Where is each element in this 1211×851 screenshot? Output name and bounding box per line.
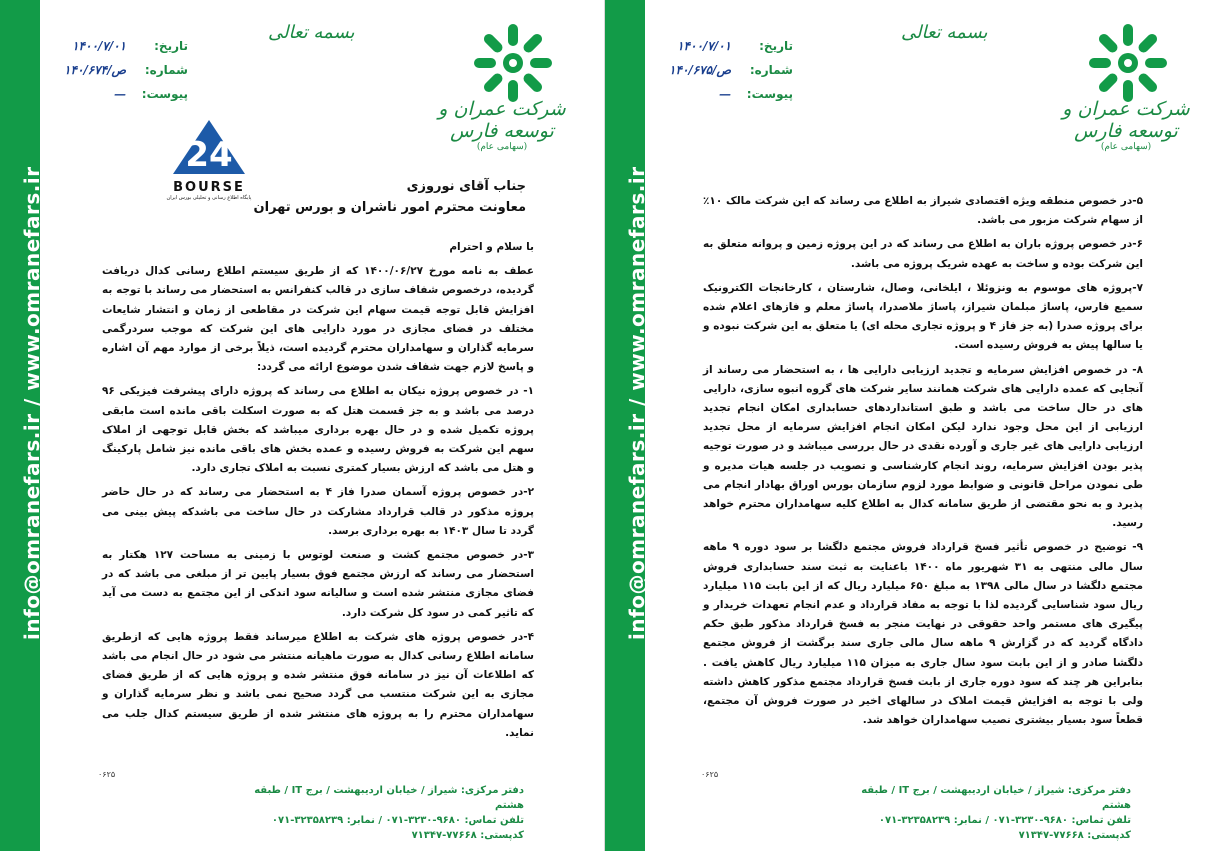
side-contact-strip [0, 0, 44, 851]
number-label: شماره: [749, 63, 793, 77]
side-contact-text: info@omranefars.ir / www.omranefars.ir [20, 166, 44, 640]
letter-meta [48, 34, 188, 106]
footer-line: کدپستی: ۷۷۶۶۸-۷۱۳۴۷ [1018, 830, 1131, 841]
bourse-word: BOURSE [173, 180, 245, 195]
paragraph: ۹- توضیح در خصوص تأثیر فسخ قرارداد فروش مجتمع دلگشا بر سود دوره ۹ ماهه سال مالی منتهی به ۳۱ شهریور ماه ۱۴۰۰ باعنایت به ثبت سند حسابداری فروش مجتمع دلگشا در سال مالی ۱۳۹۸ به مبلغ ۶۵۰ میلیارد ریال که از این بابت ۱۱۵ میلیارد ریال سود شناسایی گردیده لذا با توجه به مفاد قرارداد و عدم انجام تعهدات خریدار و پیگیری های مستمر واحد حقوقی در نهایت منجر به فسخ قرارداد مذکور طبق حکم دادگاه گردید که در گزارش ۹ ماهه سال مالی جاری سند برگشت از فروش مجتمع دلگشا صادر و از این بابت سود سال جاری به میزان ۱۱۵ میلیارد ریال کاهش یافت . بنابراین هر چند که سود دوره جاری از بابت فسخ قرارداد مجتمع مذکور کاهش داشته ولی با توجه به افزایش قیمت املاک در سالهای اخیر در صورت فروش آن مجتمع، قطعاً سود بسیار بیشتری نصیب سهامداران خواهد شد. [703, 541, 1144, 727]
paragraph: ۳-در خصوص مجتمع کشت و صنعت لوتوس با زمینی به مساحت ۱۲۷ هکتار به استحضار می رساند که ارزش مجتمع فوق بسیار پایین تر از مبلغی می باشد که در فضای مجازی منتشر شده است و سالیانه سود اندکی از این مجتمع به دست می آید که تاثیر کمی در سود کل شرکت دارد. [102, 549, 535, 619]
date-label: تاریخ: [154, 39, 188, 53]
bismillah: بسمه تعالی [901, 22, 988, 43]
attachment-label: پیوست: [746, 87, 793, 101]
number-value: ۱۴۰/ص/۶۷۵ [669, 63, 731, 77]
attachment-label: پیوست: [141, 87, 188, 101]
addressee-name: جناب آقای نوروزی [406, 179, 526, 194]
letter-page-1 [0, 0, 604, 851]
paragraph: ۷-پروژه های موسوم به ونزوئلا ، ایلخانی، وصال، شارستان ، کارخانجات الکترونیک سمیع فارس، پاساژ مبلمان شیراز، پاساژ ملاصدرا، پاساژ معلم و فازهای اعلام شده برای پروژه صدرا (به جز فاز ۴ و پروژه تجاری محله ای) یا متعلق به این شرکت نبوده و یا سالها پیش به فروش رسیده است. [703, 281, 1143, 352]
company-name [1051, 98, 1201, 152]
footer-line: تلفن تماس: ۹۶۸۰-۳۲۳۰-۰۷۱ / نمابر: ۳۲۳۵۸۲۳۹-۰۷۱ [878, 815, 1131, 826]
paragraph: عطف به نامه مورخ ۱۴۰۰/۰۶/۲۷ که از طریق سیستم اطلاع رسانی کدال دریافت گردیده، درخصوص شفاف سازی در قالب کنفرانس به استحضار می رساند با توجه به افزایش قابل توجه قیمت سهام این شرکت در مقاطعی از زمان و انتشار شایعات مختلف در فضای مجازی در مورد دارایی های این شرکت که موجب سردرگمی سرمایه گذاران و سهامداران محترم گردیده است، ذیلاً برخی از موارد مهم آن اشاره و پاسخ لازم جهت شفاف شدن موضوع ارائه می گردد: [102, 265, 534, 374]
side-contact-text: info@omranefars.ir / www.omranefars.ir [625, 166, 649, 640]
number-value: ۱۴۰/ص/۶۷۴ [64, 63, 126, 77]
paragraph: ۸- در خصوص افزایش سرمایه و تجدید ارزیابی دارایی ها ، به استحضار می رساند از آنجایی که عمده دارایی های شرکت همانند سایر شرکت های گروه انبوه سازی، دارایی های در حال ساخت می باشد و طبق استانداردهای حسابداری امکان انجام تجدید ارزیابی از این محل وجود ندارد لیکن امکان انجام افزایش سرمایه از محل تجدید ارزیابی دارایی های غیر جاری و آورده نقدی در حال بررسی میباشد و در صورت توجیه پذیر بودن افزایش سرمایه، روند انجام کارشناسی و تصویب در جلسه هیات مدیره و طی نمودن مراحل قانونی و ضوابط مورد لزوم سازمان بورس اوراق بهادار انجام می پذیرد و به نحو مقتضی از طریق سامانه کدال به اطلاع کلیه سهامداران محترم خواهد رسید. [703, 363, 1143, 530]
date-value: ۱۴۰۰/۷/۰۱ [72, 39, 126, 53]
letter-body [102, 238, 534, 748]
number-label: شماره: [144, 63, 188, 77]
letter-body [703, 192, 1143, 735]
footer-line: دفتر مرکزی: شیراز / خیابان اردیبهشت / برج IT / طبقه هشتم [861, 785, 1131, 811]
company-name-text: شرکت عمران و توسعه فارس [1062, 98, 1190, 142]
paragraph: ۲-در خصوص پروژه آسمان صدرا فاز ۴ به استحضار می رساند که در حال حاضر پروژه مذکور در قالب قرارداد مشارکت در حال ساخت می باشدکه پیش بینی می گردد تا سال ۱۴۰۳ به بهره برداری برسد. [102, 486, 534, 537]
letter-meta [653, 34, 793, 106]
green-rosette-icon [470, 20, 556, 106]
page-code: ۰۶۲۵ [98, 770, 116, 779]
footer-address [831, 783, 1131, 843]
company-name-text: شرکت عمران و توسعه فارس [438, 98, 566, 142]
paragraph: ۵-در خصوص منطقه ویژه اقتصادی شیراز به اطلاع می رساند که این شرکت مالک ۱۰٪ از سهام شرکت مزبور می باشد. [703, 195, 1143, 227]
paragraph: ۱- در خصوص پروژه نیکان به اطلاع می رساند که پروژه دارای پیشرفت فیزیکی ۹۶ درصد می باشد و به جز قسمت هتل که به صورت اسکلت باقی مانده است مابقی پروژه تکمیل شده و در حال بهره برداری میباشد که بخش قابل توجهی از املاک سهم این شرکت به فروش رسیده و عمده بخش های باقی مانده نیز شامل پارکینگ و هتل می باشد که ارزش بسیار کمتری نسبت به املاک تجاری دارد. [102, 385, 534, 475]
side-contact-strip [605, 0, 649, 851]
green-rosette-icon [1085, 20, 1171, 106]
footer-line: تلفن تماس: ۹۶۸۰-۳۲۳۰-۰۷۱ / نمابر: ۳۲۳۵۸۲۳۹-۰۷۱ [271, 815, 524, 826]
paragraph: ۴-در خصوص پروژه های شرکت به اطلاع میرساند فقط پروژه هایی که ازطریق سامانه اطلاع رسانی کدال به صورت ماهیانه منتشر می شود در حال انجام می باشد که اطلاعات آن نیز در سامانه فوق منتشر شده و پروژه هایی که از طریق فضای مجازی به این شرکت منتسب می گردد صحیح نمی باشد و نظر سرمایه گذاران و سهامداران محترم را به پروژه های منتشر شده از طریق سیستم کدال جلب می نماید. [102, 630, 534, 739]
attachment-value: — [719, 87, 731, 101]
bourse-caption: پایگاه اطلاع رسانی و تحلیلی بورس ایران [166, 195, 252, 201]
attachment-value: — [114, 87, 126, 101]
footer-line: کدپستی: ۷۷۶۶۸-۷۱۳۴۷ [411, 830, 524, 841]
paragraph: ۶-در خصوص پروژه باران به اطلاع می رساند که در این پروژه زمین و پروانه متعلق به این شرکت بوده و ساخت به عهده شریک پروژه می باشد. [703, 238, 1143, 270]
company-name [432, 98, 572, 152]
addressee-title: معاونت محترم امور ناشران و بورس تهران [253, 200, 526, 215]
bismillah: بسمه تعالی [268, 22, 355, 43]
company-sub: (سهامی عام) [1100, 142, 1152, 152]
footer-address [224, 783, 524, 843]
paragraph: با سلام و احترام [449, 241, 534, 253]
svg-text:24: 24 [185, 135, 233, 175]
date-value: ۱۴۰۰/۷/۰۱ [677, 39, 731, 53]
bourse-mark-icon [171, 118, 247, 176]
footer-line: دفتر مرکزی: شیراز / خیابان اردیبهشت / برج IT / طبقه هشتم [254, 785, 524, 811]
company-sub: (سهامی عام) [476, 142, 528, 152]
letter-page-2 [605, 0, 1211, 851]
addressee-block [166, 176, 526, 218]
page-code: ۰۶۲۵ [701, 770, 719, 779]
date-label: تاریخ: [759, 39, 793, 53]
